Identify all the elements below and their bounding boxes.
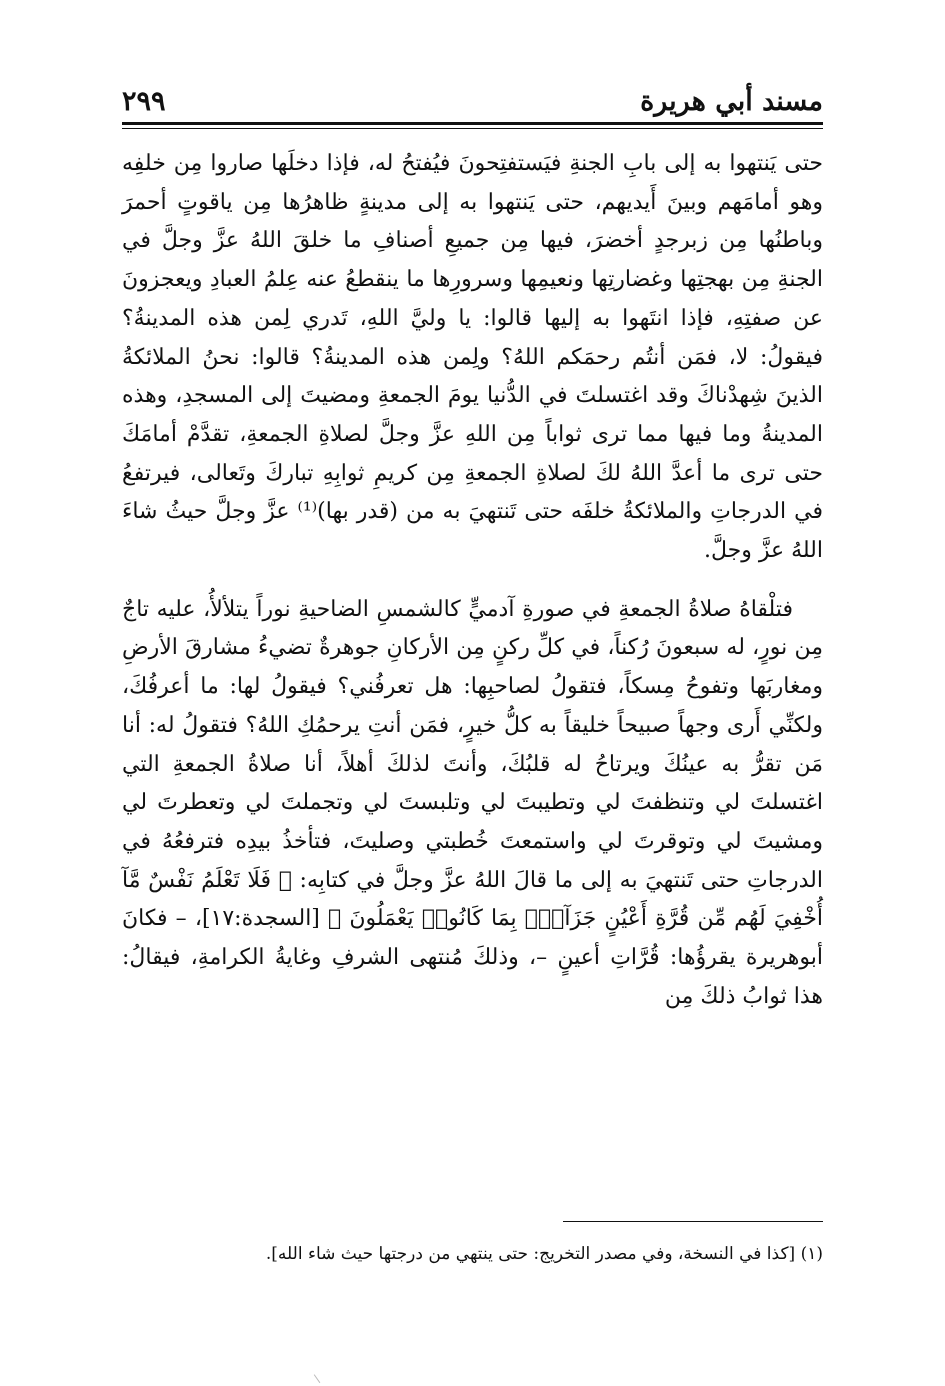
footnote: (١) [كذا في النسخة، وفي مصدر التخريج: حتى ينتهي من درجتها حيث شاء الله]. (265, 1244, 823, 1264)
main-text (122, 145, 823, 1016)
running-header (122, 78, 823, 126)
footnote-separator (563, 1221, 823, 1222)
header-rule-thin (122, 128, 823, 129)
paragraph-2: فتلْقاهُ صلاةُ الجمعةِ في صورةِ آدميٍّ كالشمسِ الضاحيةِ نوراً يتلألأُ، عليه تاجٌ مِن نورٍ، له سبعونَ رُكناً، في كلِّ ركنٍ مِن الأركانِ جوهرةٌ تضيءُ مشارقَ الأرضِ ومغاربَها وتفوحُ مِسكاً، فتقولُ لصاحبِها: هل تعرفُني؟ فيقولُ لها: ما أعرفُكَ، ولكنِّي أَرى وجهاً صبيحاً خليقاً به كلُّ خيرٍ، فمَن أنتِ يرحمُكِ اللهُ؟ فتقولُ له: أنا مَن تقرُّ به عينُكَ ويرتاحُ له قلبُكَ، وأنتَ لذلكَ أهلاً، أنا صلاةُ الجمعةِ التي اغتسلتَ لي وتنظفتَ لي وتطيبتَ لي وتلبستَ لي وتجملتَ لي وتعطرتَ لي ومشيتَ لي وتوقرتَ لي واستمعتَ خُطبتي وصليتَ، فتأخذُ بيدِه فترفعُهُ في الدرجاتِ حتى تَنتهيَ به إلى ما قالَ اللهُ عزَّ وجلَّ في كتابِه: ﴿ فَلَا تَعْلَمُ نَفْسٌ مَّآ أُخْفِيَ لَهُم مِّن قُرَّةِ أَعْيُنٍ جَزَآءًۢ بِمَا كَانُوا۟ يَعْمَلُونَ ﴾ [السجدة:١٧]، – فكانَ أبوهريرة يقرؤُها: قُرَّاتِ أعينٍ –، وذلكَ مُنتهى الشرفِ وغايةُ الكرامةِ، فيقالُ: هذا ثوابُ ذلكَ مِن (122, 596, 823, 1009)
paragraph-1: حتى يَنتهوا به إلى بابِ الجنةِ فيَستفتِحونَ فيُفتحُ له، فإذا دخلَها صاروا مِن خلفِه وهو أمامَهم وبينَ أَيديهم، حتى يَنتهوا به إلى مدينةٍ ظاهرُها مِن ياقوتٍ أحمرَ وباطنُها مِن زبرجدٍ أخضرَ، فيها مِن جميعِ أصنافِ ما خلقَ اللهُ عزَّ وجلَّ في الجنةِ مِن بهجتِها وغضارتِها ونعيمِها وسرورِها ما ينقطعُ عنه عِلمُ العبادِ ويعجزونَ عن صفتِهِ، فإذا انتَهوا به إليها قالوا: يا وليَّ اللهِ، تَدري لِمن هذه المدينةُ؟ فيقولُ: لا، فمَن أنتُم رحمَكم اللهُ؟ ولِمن هذه المدينةُ؟ قالوا: نحنُ الملائكةُ الذينَ شِهدْناكَ وقد اغتسلتَ في الدُّنيا يومَ الجمعةِ ومضيتَ إلى المسجدِ، وهذه المدينةُ وما فيها مما ترى ثواباً مِن اللهِ عزَّ وجلَّ لصلاةِ الجمعةِ، تقدَّمْ أمامَكَ حتى ترى ما أعدَّ اللهُ لكَ لصلاةِ الجمعةِ مِن كريمِ ثوابِهِ تباركَ وتَعالى، فيرتفعُ في الدرجاتِ والملائكةُ خلفَه حتى تَنتهيَ به من (قدر بها)⁽¹⁾ عزَّ وجلَّ حيثُ شاءَ اللهُ عزَّ وجلَّ. (122, 151, 824, 564)
header-title: مسند أبي هريرة (640, 86, 823, 117)
header-rule-thick (122, 122, 823, 125)
scan-mark (314, 1371, 325, 1383)
page-number: ٢٩٩ (122, 86, 166, 117)
